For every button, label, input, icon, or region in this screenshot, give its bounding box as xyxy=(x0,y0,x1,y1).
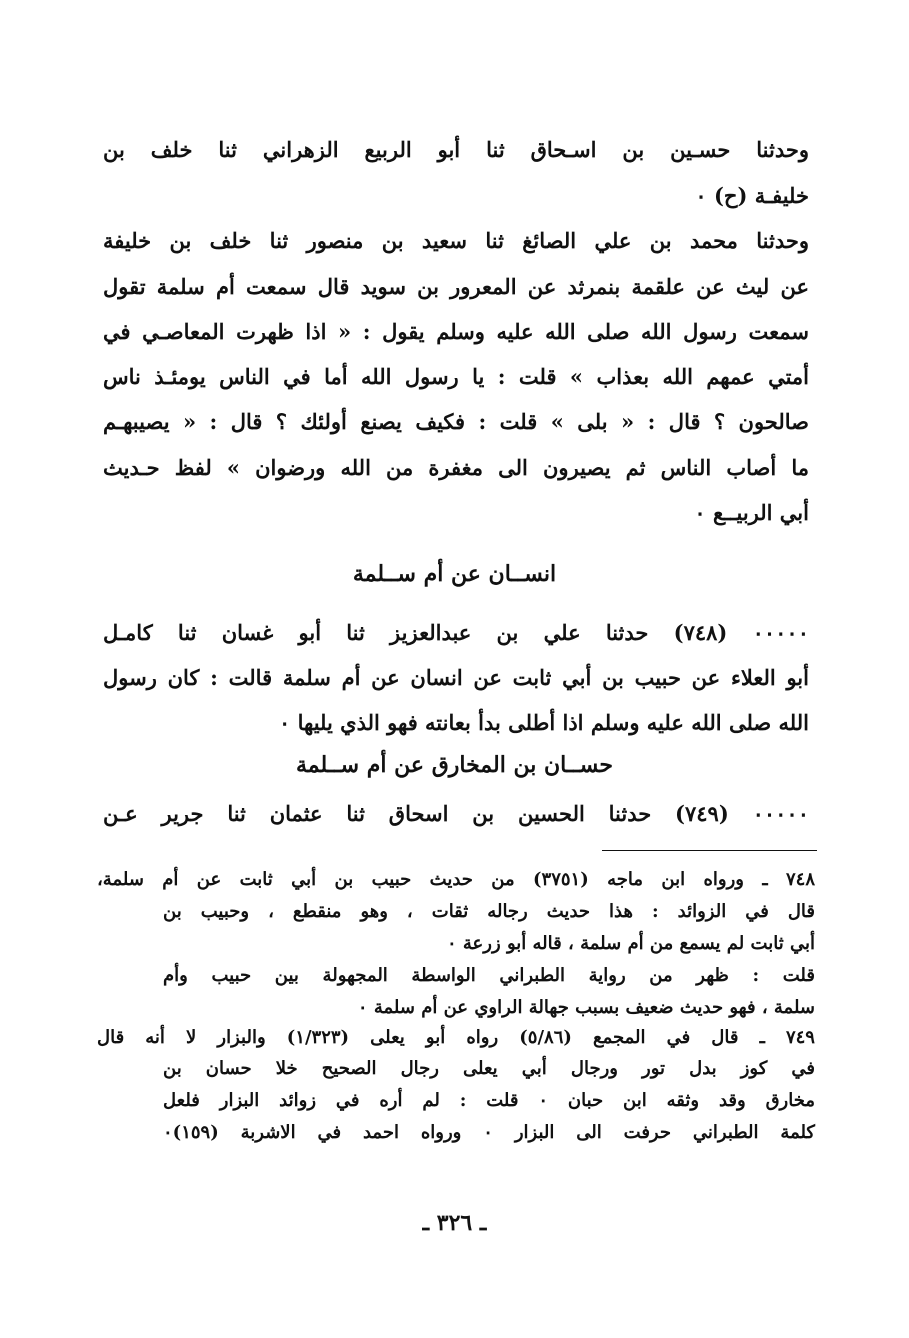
footnote-separator xyxy=(602,850,817,851)
footnote-line: أبي ثابت لم يسمع من أم سلمة ، قاله أبو زرعة ٠ xyxy=(446,933,815,954)
text-line: خليفـة (ح) ٠ xyxy=(695,183,809,208)
text-line: أبي الربيــع ٠ xyxy=(694,500,809,525)
footnote-line: كلمة الطبراني حرفت الى البزار ٠ ورواه احمد في الاشربة (١٥٩)٠ xyxy=(163,1122,815,1143)
footnote-line: قلت : ظهر من رواية الطبراني الواسطة المجهولة بين حبيب وأم xyxy=(163,965,815,986)
text-line: سمعت رسول الله صلى الله عليه وسلم يقول : « اذا ظهرت المعاصـي في xyxy=(103,319,809,344)
footnote-line: ٧٤٨ ـ ورواه ابن ماجه (٣٧٥١) من حديث حبيب بن أبي ثابت عن أم سلمة، xyxy=(97,869,815,890)
footnote-line: قال في الزوائد : هذا حديث رجاله ثقات ، وهو منقطع ، وحبيب بن xyxy=(163,901,815,922)
text-line: الله صلى الله عليه وسلم اذا أطلى بدأ بعانته فهو الذي يليها ٠ xyxy=(279,710,809,735)
text-line: عن ليث عن علقمة بنمرثد عن المعرور بن سويد قال سمعت أم سلمة تقول xyxy=(103,274,809,299)
text-line: ٠٠٠٠٠ (٧٤٨) حدثنا علي بن عبدالعزيز ثنا أبو غسان ثنا كامـل xyxy=(103,620,809,645)
section-heading: حســان بن المخارق عن أم ســلمة xyxy=(295,752,613,778)
footnote-line: سلمة ، فهو حديث ضعيف بسبب جهالة الراوي عن أم سلمة ٠ xyxy=(357,997,815,1018)
section-heading: انســان عن أم ســلمة xyxy=(352,561,557,587)
footnote-line: مخارق وقد وثقه ابن حبان ٠ قلت : لم أره في زوائد البزار فلعل xyxy=(163,1090,815,1111)
page-number: ـ ٣٢٦ ـ xyxy=(422,1210,487,1236)
text-line: وحدثنا حسـين بن اسـحاق ثنا أبو الربيع الزهراني ثنا خلف بن xyxy=(103,137,809,162)
text-line: أمتي عمهم الله بعذاب » قلت : يا رسول الله أما في الناس يومئـذ ناس xyxy=(103,364,809,389)
text-line: وحدثنا محمد بن علي الصائغ ثنا سعيد بن منصور ثنا خلف بن خليفة xyxy=(103,228,809,253)
footnote-line: ٧٤٩ ـ قال في المجمع (٥/٨٦) رواه أبو يعلى (١/٣٢٣) والبزار لا أنه قال xyxy=(97,1027,815,1048)
footnote-line: في كوز بدل تور ورجال أبي يعلى رجال الصحيح خلا حسان بن xyxy=(163,1058,815,1079)
text-line: أبو العلاء عن حبيب بن أبي ثابت عن انسان عن أم سلمة قالت : كان رسول xyxy=(103,665,809,690)
text-line: صالحون ؟ قال : « بلى » قلت : فكيف يصنع أولئك ؟ قال : « يصيبهـم xyxy=(103,409,809,434)
text-line: ٠٠٠٠٠ (٧٤٩) حدثنا الحسين بن اسحاق ثنا عثمان ثنا جرير عـن xyxy=(103,801,809,826)
text-line: ما أصاب الناس ثم يصيرون الى مغفرة من الله ورضوان » لفظ حـديث xyxy=(103,455,809,480)
